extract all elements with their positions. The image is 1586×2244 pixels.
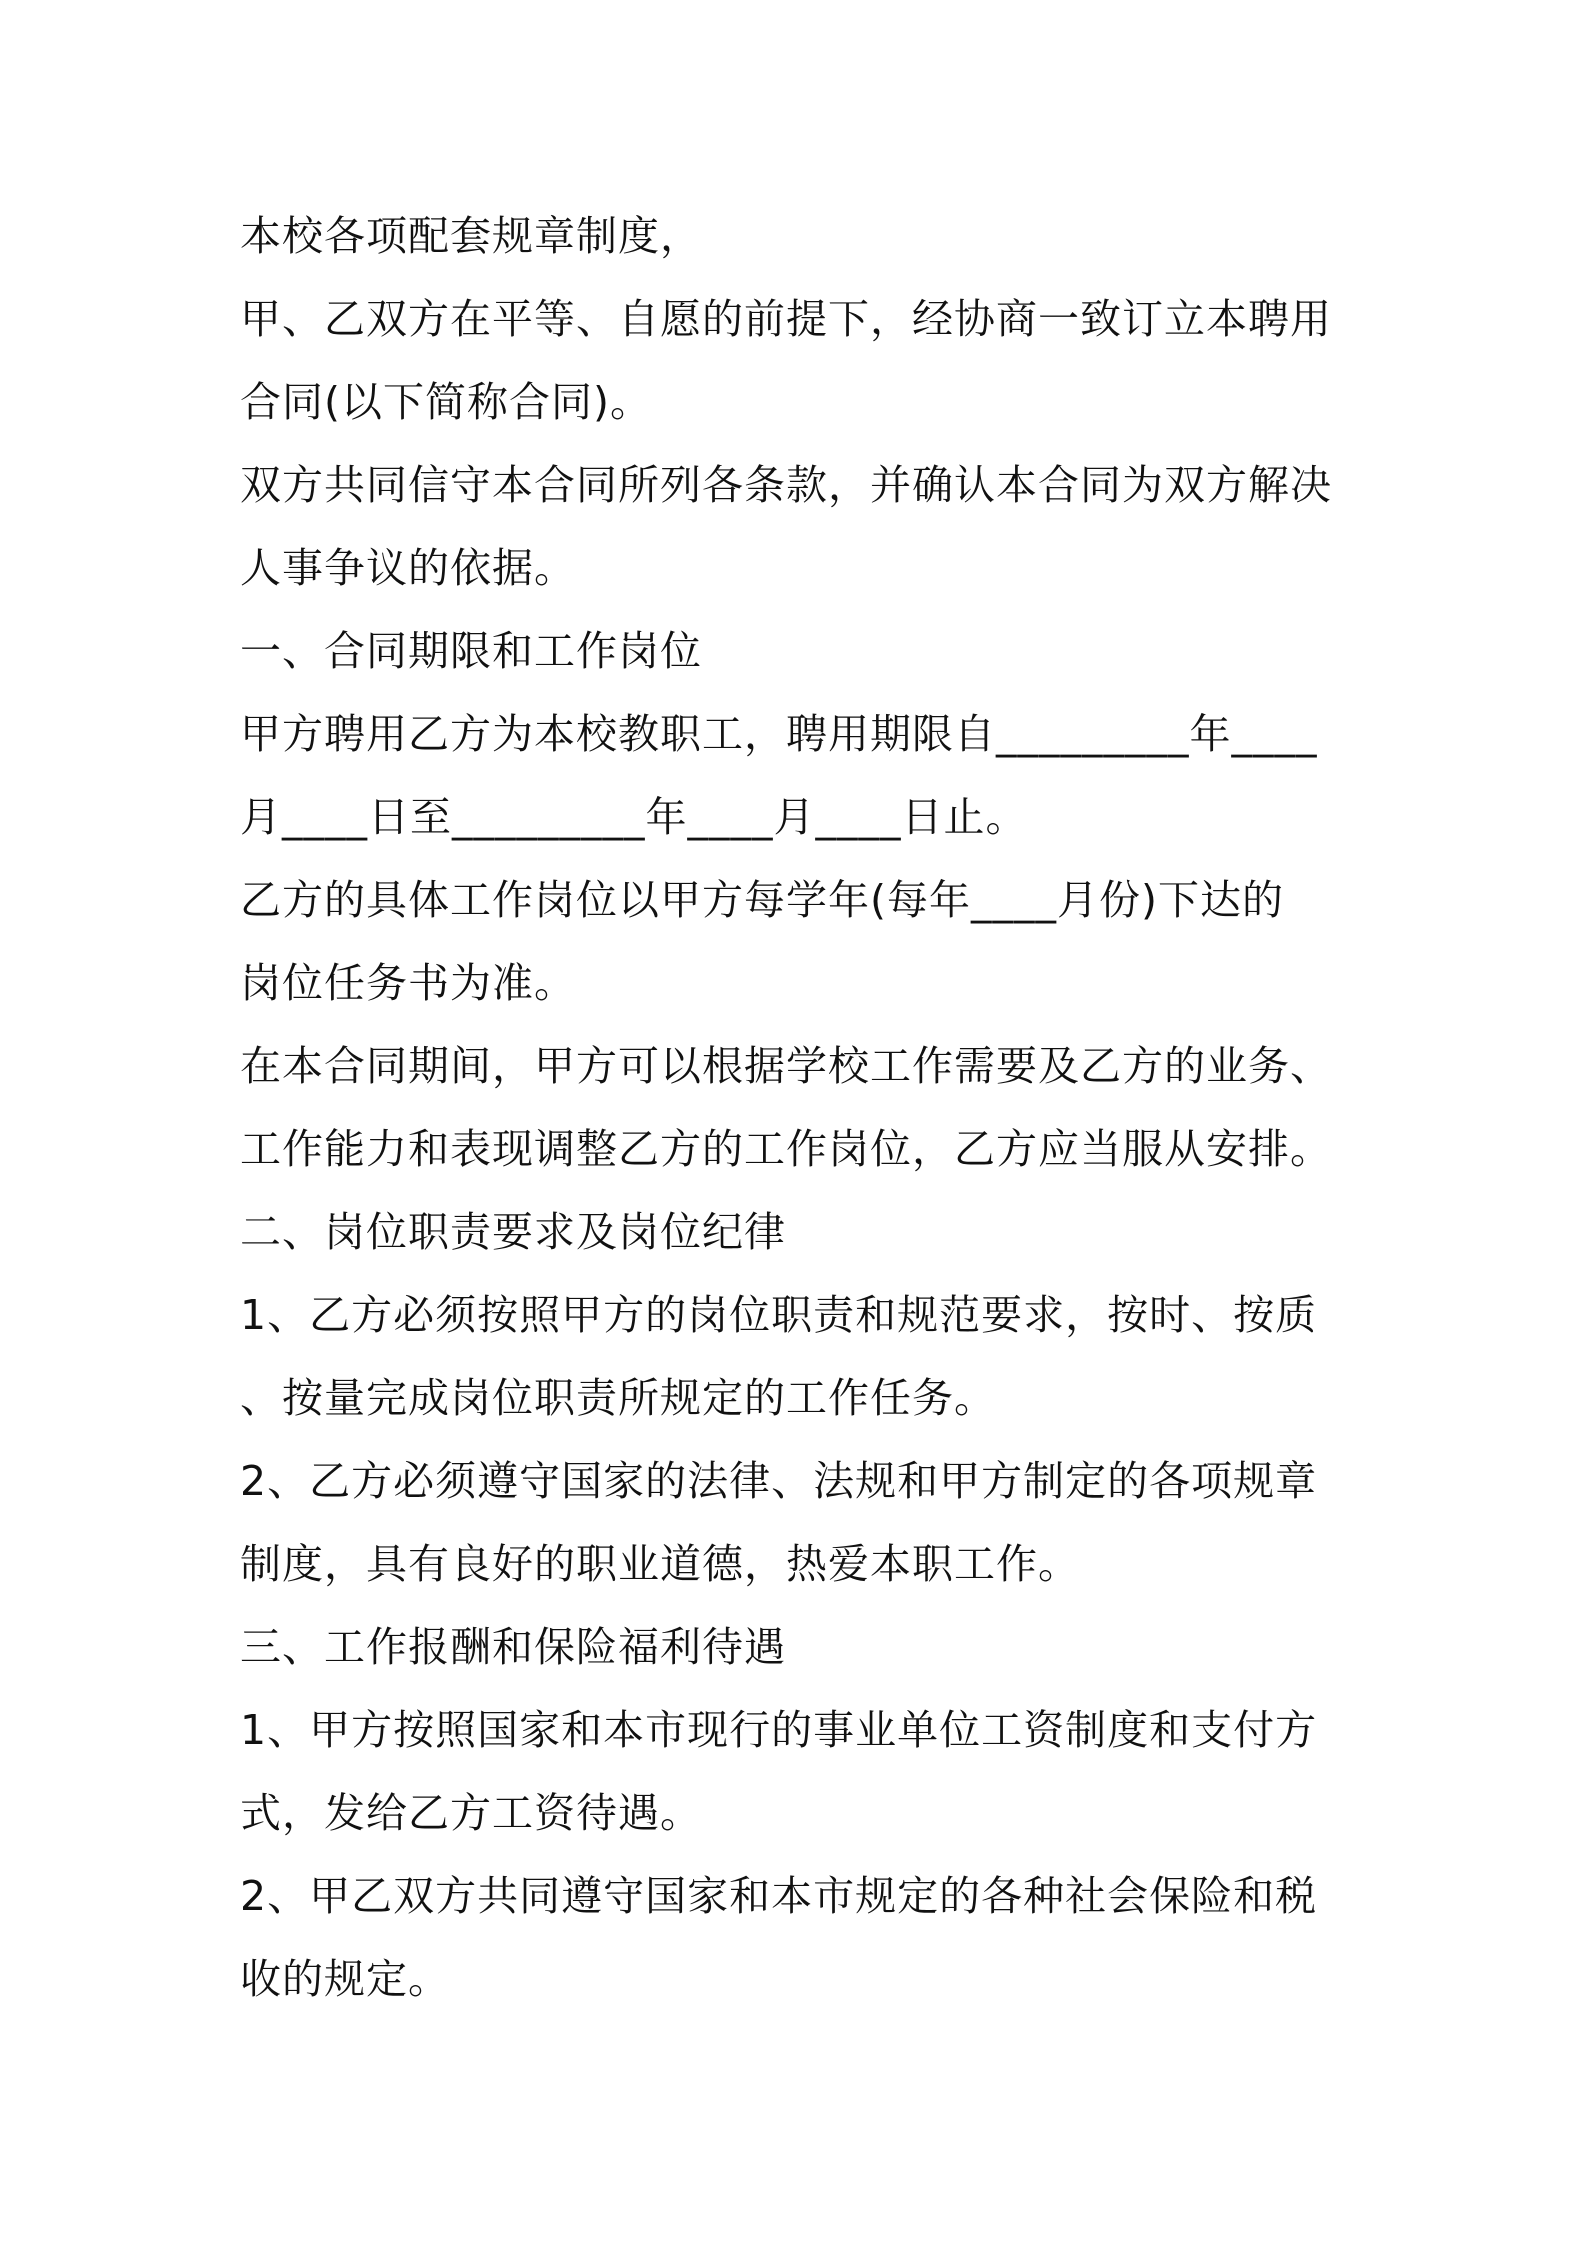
text-line: 乙方的具体工作岗位以甲方每学年(每年____月份)下达的 bbox=[240, 876, 1284, 924]
text-line: 工作能力和表现调整乙方的工作岗位，乙方应当服从安排。 bbox=[240, 1125, 1332, 1173]
text-line: 制度，具有良好的职业道德，热爱本职工作。 bbox=[240, 1540, 1080, 1588]
text-line: 岗位任务书为准。 bbox=[240, 959, 576, 1007]
text-line: 2、甲乙双方共同遵守国家和本市规定的各种社会保险和税 bbox=[240, 1872, 1318, 1920]
text-line: 式，发给乙方工资待遇。 bbox=[240, 1789, 702, 1837]
text-line: 甲方聘用乙方为本校教职工，聘用期限自_________年____ bbox=[240, 710, 1318, 758]
contract-text-body bbox=[240, 195, 1360, 2021]
text-line: 人事争议的依据。 bbox=[240, 544, 576, 592]
text-line: 甲、乙双方在平等、自愿的前提下，经协商一致订立本聘用 bbox=[240, 295, 1332, 343]
text-line: 在本合同期间，甲方可以根据学校工作需要及乙方的业务、 bbox=[240, 1042, 1332, 1090]
text-line: 、按量完成岗位职责所规定的工作任务。 bbox=[240, 1374, 996, 1422]
text-line: 月____日至_________年____月____日止。 bbox=[240, 793, 1028, 841]
text-line: 收的规定。 bbox=[240, 1955, 450, 2003]
section-heading: 一、合同期限和工作岗位 bbox=[240, 627, 702, 675]
text-line: 合同(以下简称合同)。 bbox=[240, 378, 652, 426]
text-line: 双方共同信守本合同所列各条款，并确认本合同为双方解决 bbox=[240, 461, 1332, 509]
section-heading: 二、岗位职责要求及岗位纪律 bbox=[240, 1208, 786, 1256]
text-line: 1、甲方按照国家和本市现行的事业单位工资制度和支付方 bbox=[240, 1706, 1318, 1754]
text-line: 1、乙方必须按照甲方的岗位职责和规范要求，按时、按质 bbox=[240, 1291, 1318, 1339]
text-line: 本校各项配套规章制度， bbox=[240, 212, 702, 260]
text-line: 2、乙方必须遵守国家的法律、法规和甲方制定的各项规章 bbox=[240, 1457, 1318, 1505]
section-heading: 三、工作报酬和保险福利待遇 bbox=[240, 1623, 786, 1671]
